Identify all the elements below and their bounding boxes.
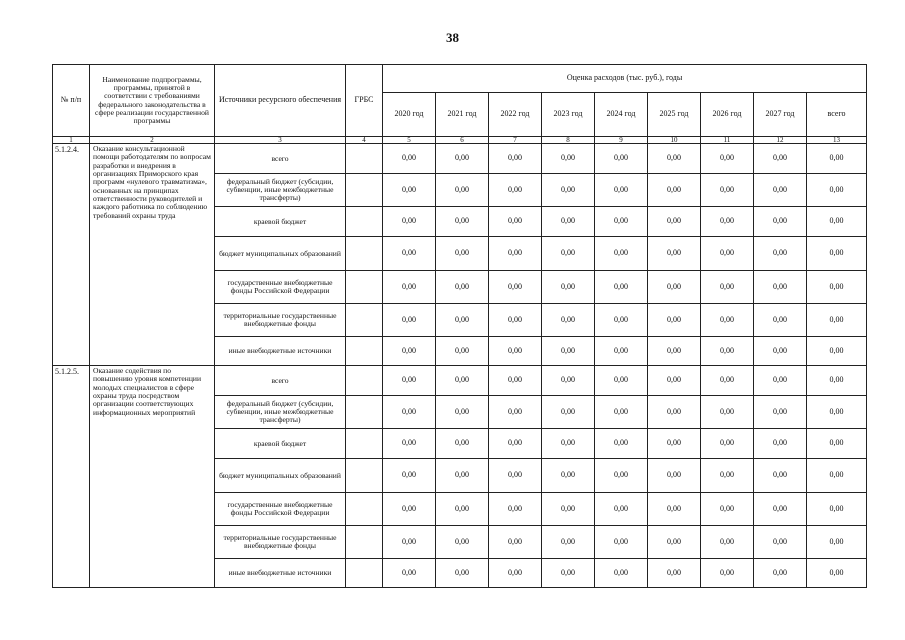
column-number: 7 <box>489 137 542 144</box>
year-value: 0,00 <box>489 526 542 559</box>
year-value: 0,00 <box>754 429 807 459</box>
year-value: 0,00 <box>754 559 807 588</box>
year-value: 0,00 <box>436 526 489 559</box>
header-year: 2027 год <box>754 93 807 137</box>
header-col-source: Источники ресурсного обеспечения <box>215 65 346 137</box>
year-value: 0,00 <box>648 493 701 526</box>
total-value: 0,00 <box>807 174 867 207</box>
header-year: 2020 год <box>383 93 436 137</box>
year-value: 0,00 <box>489 304 542 337</box>
total-value: 0,00 <box>807 304 867 337</box>
year-value: 0,00 <box>489 366 542 396</box>
table-body <box>53 144 867 588</box>
section-number: 5.1.2.5. <box>53 366 90 588</box>
year-value: 0,00 <box>701 237 754 271</box>
column-number: 8 <box>542 137 595 144</box>
grbs-cell <box>346 526 383 559</box>
budget-table <box>52 64 867 588</box>
table-header <box>53 65 867 144</box>
grbs-cell <box>346 144 383 174</box>
year-value: 0,00 <box>648 271 701 304</box>
year-value: 0,00 <box>436 559 489 588</box>
year-value: 0,00 <box>383 559 436 588</box>
year-value: 0,00 <box>542 396 595 429</box>
funding-source: всего <box>215 366 346 396</box>
header-year: 2025 год <box>648 93 701 137</box>
year-value: 0,00 <box>383 396 436 429</box>
year-value: 0,00 <box>436 429 489 459</box>
total-value: 0,00 <box>807 559 867 588</box>
grbs-cell <box>346 559 383 588</box>
year-value: 0,00 <box>595 493 648 526</box>
funding-source: краевой бюджет <box>215 429 346 459</box>
year-value: 0,00 <box>383 237 436 271</box>
year-value: 0,00 <box>542 429 595 459</box>
year-value: 0,00 <box>489 237 542 271</box>
grbs-cell <box>346 493 383 526</box>
year-value: 0,00 <box>383 459 436 493</box>
year-value: 0,00 <box>648 304 701 337</box>
year-value: 0,00 <box>595 429 648 459</box>
year-value: 0,00 <box>436 304 489 337</box>
year-value: 0,00 <box>436 271 489 304</box>
year-value: 0,00 <box>754 174 807 207</box>
column-number-row <box>53 137 867 144</box>
year-value: 0,00 <box>595 526 648 559</box>
year-value: 0,00 <box>754 526 807 559</box>
year-value: 0,00 <box>648 237 701 271</box>
year-value: 0,00 <box>595 459 648 493</box>
year-value: 0,00 <box>754 237 807 271</box>
grbs-cell <box>346 174 383 207</box>
grbs-cell <box>346 459 383 493</box>
column-number: 12 <box>754 137 807 144</box>
funding-source: иные внебюджетные источники <box>215 559 346 588</box>
column-number: 6 <box>436 137 489 144</box>
year-value: 0,00 <box>754 493 807 526</box>
year-value: 0,00 <box>595 144 648 174</box>
year-value: 0,00 <box>542 559 595 588</box>
year-value: 0,00 <box>542 337 595 366</box>
grbs-cell <box>346 304 383 337</box>
year-value: 0,00 <box>595 207 648 237</box>
year-value: 0,00 <box>489 429 542 459</box>
year-value: 0,00 <box>489 144 542 174</box>
year-value: 0,00 <box>489 337 542 366</box>
year-value: 0,00 <box>595 174 648 207</box>
year-value: 0,00 <box>595 337 648 366</box>
year-value: 0,00 <box>542 174 595 207</box>
year-value: 0,00 <box>701 271 754 304</box>
year-value: 0,00 <box>595 366 648 396</box>
year-value: 0,00 <box>754 366 807 396</box>
year-value: 0,00 <box>542 304 595 337</box>
total-value: 0,00 <box>807 526 867 559</box>
year-value: 0,00 <box>754 396 807 429</box>
year-value: 0,00 <box>701 396 754 429</box>
header-year: 2026 год <box>701 93 754 137</box>
year-value: 0,00 <box>754 459 807 493</box>
total-value: 0,00 <box>807 366 867 396</box>
year-value: 0,00 <box>595 396 648 429</box>
funding-source: государственные внебюджетные фонды Российской Федерации <box>215 493 346 526</box>
year-value: 0,00 <box>648 396 701 429</box>
total-value: 0,00 <box>807 337 867 366</box>
section-number: 5.1.2.4. <box>53 144 90 366</box>
header-year: 2022 год <box>489 93 542 137</box>
year-value: 0,00 <box>489 271 542 304</box>
column-number: 4 <box>346 137 383 144</box>
year-value: 0,00 <box>648 337 701 366</box>
year-value: 0,00 <box>648 559 701 588</box>
year-value: 0,00 <box>595 304 648 337</box>
year-value: 0,00 <box>489 459 542 493</box>
year-value: 0,00 <box>383 174 436 207</box>
funding-source: территориальные государственные внебюджетные фонды <box>215 526 346 559</box>
year-value: 0,00 <box>648 459 701 493</box>
year-value: 0,00 <box>701 366 754 396</box>
year-value: 0,00 <box>595 559 648 588</box>
year-value: 0,00 <box>701 526 754 559</box>
header-col-name: Наименование подпрограммы, программы, принятой в соответствии с требованиями федерального законодательства в сфере реализации государственной программы <box>90 65 215 137</box>
year-value: 0,00 <box>542 366 595 396</box>
year-value: 0,00 <box>701 493 754 526</box>
header-year: 2024 год <box>595 93 648 137</box>
year-value: 0,00 <box>701 459 754 493</box>
total-value: 0,00 <box>807 144 867 174</box>
column-number: 9 <box>595 137 648 144</box>
total-value: 0,00 <box>807 271 867 304</box>
grbs-cell <box>346 429 383 459</box>
funding-source: бюджет муниципальных образований <box>215 237 346 271</box>
year-value: 0,00 <box>489 559 542 588</box>
year-value: 0,00 <box>489 207 542 237</box>
total-value: 0,00 <box>807 207 867 237</box>
year-value: 0,00 <box>754 271 807 304</box>
total-value: 0,00 <box>807 237 867 271</box>
year-value: 0,00 <box>383 144 436 174</box>
year-value: 0,00 <box>701 559 754 588</box>
year-value: 0,00 <box>383 493 436 526</box>
total-value: 0,00 <box>807 493 867 526</box>
funding-source: федеральный бюджет (субсидии, субвенции, иные межбюджетные трансферты) <box>215 396 346 429</box>
year-value: 0,00 <box>648 429 701 459</box>
year-value: 0,00 <box>701 207 754 237</box>
year-value: 0,00 <box>489 396 542 429</box>
column-number: 5 <box>383 137 436 144</box>
year-value: 0,00 <box>383 207 436 237</box>
total-value: 0,00 <box>807 429 867 459</box>
total-value: 0,00 <box>807 459 867 493</box>
year-value: 0,00 <box>383 366 436 396</box>
year-value: 0,00 <box>542 271 595 304</box>
year-value: 0,00 <box>383 526 436 559</box>
year-value: 0,00 <box>383 271 436 304</box>
section-name: Оказание консультационной помощи работодателям по вопросам разработки и внедрения в организациях Приморского края программ «нулевого травматизма», основанных на принципах ответственности руководителей и каждого работника по соблюдению требований охраны труда <box>90 144 215 366</box>
year-value: 0,00 <box>436 207 489 237</box>
year-value: 0,00 <box>436 493 489 526</box>
year-value: 0,00 <box>648 174 701 207</box>
grbs-cell <box>346 366 383 396</box>
column-number: 3 <box>215 137 346 144</box>
header-total: всего <box>807 93 867 137</box>
funding-source: бюджет муниципальных образований <box>215 459 346 493</box>
funding-source: территориальные государственные внебюджетные фонды <box>215 304 346 337</box>
year-value: 0,00 <box>754 337 807 366</box>
funding-source: федеральный бюджет (субсидии, субвенции, иные межбюджетные трансферты) <box>215 174 346 207</box>
year-value: 0,00 <box>648 526 701 559</box>
year-value: 0,00 <box>595 237 648 271</box>
year-value: 0,00 <box>701 429 754 459</box>
funding-source: краевой бюджет <box>215 207 346 237</box>
grbs-cell <box>346 207 383 237</box>
year-value: 0,00 <box>383 429 436 459</box>
column-number: 13 <box>807 137 867 144</box>
year-value: 0,00 <box>489 493 542 526</box>
page-number: 38 <box>446 30 459 45</box>
year-value: 0,00 <box>436 396 489 429</box>
year-value: 0,00 <box>595 271 648 304</box>
year-value: 0,00 <box>648 207 701 237</box>
year-value: 0,00 <box>754 304 807 337</box>
total-value: 0,00 <box>807 396 867 429</box>
year-value: 0,00 <box>542 207 595 237</box>
header-year: 2023 год <box>542 93 595 137</box>
year-value: 0,00 <box>436 337 489 366</box>
section-name: Оказание содействия по повышению уровня компетенции молодых специалистов в сфере охраны труда посредством организации соответствующих информационных мероприятий <box>90 366 215 588</box>
year-value: 0,00 <box>436 174 489 207</box>
year-value: 0,00 <box>648 366 701 396</box>
year-value: 0,00 <box>701 174 754 207</box>
table-row <box>53 366 867 396</box>
header-expense-group: Оценка расходов (тыс. руб.), годы <box>383 65 867 93</box>
year-value: 0,00 <box>383 337 436 366</box>
header-col-num: № п/п <box>53 65 90 137</box>
grbs-cell <box>346 396 383 429</box>
year-value: 0,00 <box>436 459 489 493</box>
year-value: 0,00 <box>383 304 436 337</box>
year-value: 0,00 <box>754 144 807 174</box>
column-number: 1 <box>53 137 90 144</box>
year-value: 0,00 <box>754 207 807 237</box>
header-year: 2021 год <box>436 93 489 137</box>
grbs-cell <box>346 337 383 366</box>
year-value: 0,00 <box>436 237 489 271</box>
year-value: 0,00 <box>542 237 595 271</box>
year-value: 0,00 <box>701 337 754 366</box>
table-row <box>53 144 867 174</box>
grbs-cell <box>346 271 383 304</box>
year-value: 0,00 <box>648 144 701 174</box>
year-value: 0,00 <box>701 144 754 174</box>
column-number: 11 <box>701 137 754 144</box>
grbs-cell <box>346 237 383 271</box>
year-value: 0,00 <box>542 144 595 174</box>
year-value: 0,00 <box>542 459 595 493</box>
year-value: 0,00 <box>542 526 595 559</box>
year-value: 0,00 <box>436 144 489 174</box>
year-value: 0,00 <box>542 493 595 526</box>
header-col-grbs: ГРБС <box>346 65 383 137</box>
year-value: 0,00 <box>436 366 489 396</box>
funding-source: государственные внебюджетные фонды Российской Федерации <box>215 271 346 304</box>
column-number: 10 <box>648 137 701 144</box>
year-value: 0,00 <box>701 304 754 337</box>
funding-source: всего <box>215 144 346 174</box>
year-value: 0,00 <box>489 174 542 207</box>
funding-source: иные внебюджетные источники <box>215 337 346 366</box>
column-number: 2 <box>90 137 215 144</box>
